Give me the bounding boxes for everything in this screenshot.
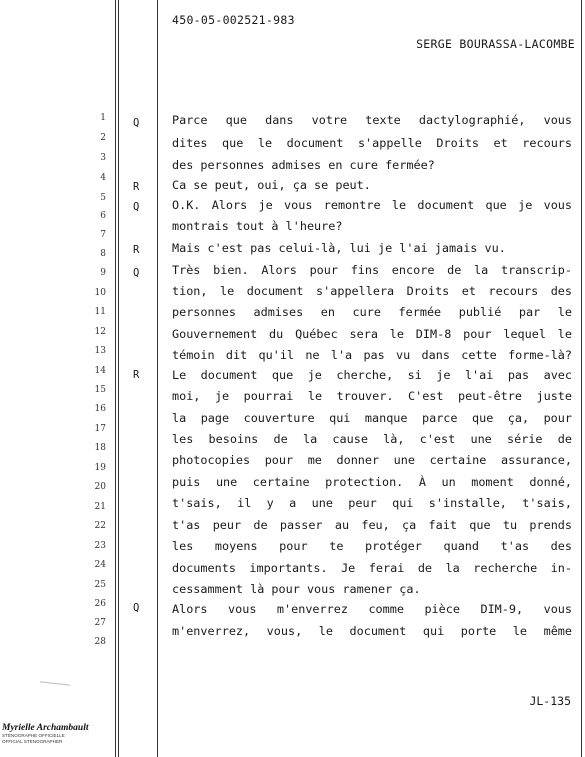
line-number: 4: [100, 173, 106, 183]
transcript-line: Alors vous m'enverrez comme pièce DIM-9, vous: [172, 602, 572, 616]
transcript-line: dites que le document s'appelle Droits et recours: [172, 136, 572, 150]
line-number: 8: [100, 249, 106, 259]
transcript-line: t'sais, il y a une peur qui s'installe, t'sais,: [172, 496, 572, 510]
line-number: 18: [94, 443, 106, 453]
transcript-line: Le document que je cherche, si je l'ai pas avec: [172, 368, 572, 382]
stenographer-title-en: OFFICIAL STENOGRAPHER: [2, 739, 63, 744]
speaker-marker: Q: [133, 267, 140, 279]
line-number: 12: [94, 327, 106, 337]
line-number: 27: [94, 618, 106, 628]
line-number: 15: [94, 385, 106, 395]
line-number: 23: [94, 541, 106, 551]
line-number: 17: [94, 424, 106, 434]
transcript-line: Ca se peut, oui, ça se peut.: [172, 178, 371, 192]
line-number: 9: [100, 268, 106, 278]
witness-name: SERGE BOURASSA-LACOMBE: [416, 37, 575, 51]
line-number: 14: [94, 366, 106, 376]
transcript-line: Mais c'est pas celui-là, lui je l'ai jamais vu.: [172, 241, 506, 255]
line-number: 2: [100, 133, 106, 143]
transcript-line: O.K. Alors je vous remontre le document que je vous: [172, 198, 572, 212]
speaker-marker: Q: [133, 602, 140, 614]
speaker-marker: Q: [133, 117, 140, 129]
line-number: 11: [94, 307, 106, 317]
transcript-line: t'as peur de passer au feu, ça fait que tu prends: [172, 518, 572, 532]
transcript-line: documents importants. Je ferai de la recherche in-: [172, 561, 572, 575]
transcript-line: puis une certaine protection. À un moment donné,: [172, 475, 572, 489]
stenographer-title-fr: STÉNOGRAPHE OFFICIELLE: [2, 733, 65, 738]
transcript-line: moi, je pourrai le trouver. C'est peut-être juste: [172, 389, 572, 403]
line-number: 20: [94, 482, 106, 492]
transcript-line: des personnes admises en cure fermée?: [172, 158, 435, 172]
speaker-marker: R: [133, 244, 140, 256]
left-margin-rule-1: [115, 0, 116, 757]
transcript-line: montrais tout à l'heure?: [172, 219, 343, 233]
transcript-line: m'enverrez, vous, le document qui porte le même: [172, 624, 572, 638]
stenographer-name: Myrielle Archambault: [2, 723, 89, 733]
line-number: 10: [94, 288, 106, 298]
transcript-line: cessamment là pour vous ramener ça.: [172, 582, 421, 596]
line-number: 24: [94, 560, 106, 570]
transcript-line: personnes admises en cure fermée publié par le: [172, 305, 572, 319]
line-number: 16: [94, 404, 106, 414]
transcript-line: les moyens pour te protéger quand t'as des: [172, 539, 572, 553]
right-margin-rule: [581, 0, 582, 757]
speaker-column-rule: [157, 0, 158, 757]
line-number: 28: [94, 637, 106, 647]
line-number: 19: [94, 463, 106, 473]
line-number: 25: [94, 580, 106, 590]
page-code: JL-135: [529, 694, 571, 708]
speaker-marker: Q: [133, 201, 140, 213]
transcript-line: Gouvernement du Québec sera le DIM-8 pour lequel le: [172, 327, 572, 341]
line-number: 1: [100, 113, 106, 123]
speaker-marker: R: [133, 181, 140, 193]
speaker-marker: R: [133, 369, 140, 381]
line-number: 5: [100, 193, 106, 203]
transcript-line: photocopies pour me donner une certaine assurance,: [172, 453, 572, 467]
line-number: 22: [94, 521, 106, 531]
transcript-line: tion, le document s'appellera Droits et recours des: [172, 284, 572, 298]
transcript-line: les besoins de la cause là, c'est une série de: [172, 432, 572, 446]
transcript-line: Très bien. Alors pour fins encore de la transcrip-: [172, 263, 572, 277]
document-reference: 450-05-002521-983: [172, 13, 295, 27]
line-number: 6: [100, 211, 106, 221]
line-number: 7: [100, 230, 106, 240]
transcript-line: la page couverture qui manque parce que ça, pour: [172, 411, 572, 425]
stenographer-signature: [2, 723, 112, 745]
left-margin-rule-2: [118, 0, 119, 757]
scan-smudge: [40, 681, 70, 685]
line-number: 21: [94, 502, 106, 512]
line-number: 3: [100, 153, 106, 163]
line-number: 13: [94, 346, 106, 356]
transcript-line: témoin dit qu'il ne l'a pas vu dans cette forme-là?: [172, 348, 572, 362]
line-number: 26: [94, 599, 106, 609]
transcript-line: Parce que dans votre texte dactylographié, vous: [172, 113, 572, 127]
